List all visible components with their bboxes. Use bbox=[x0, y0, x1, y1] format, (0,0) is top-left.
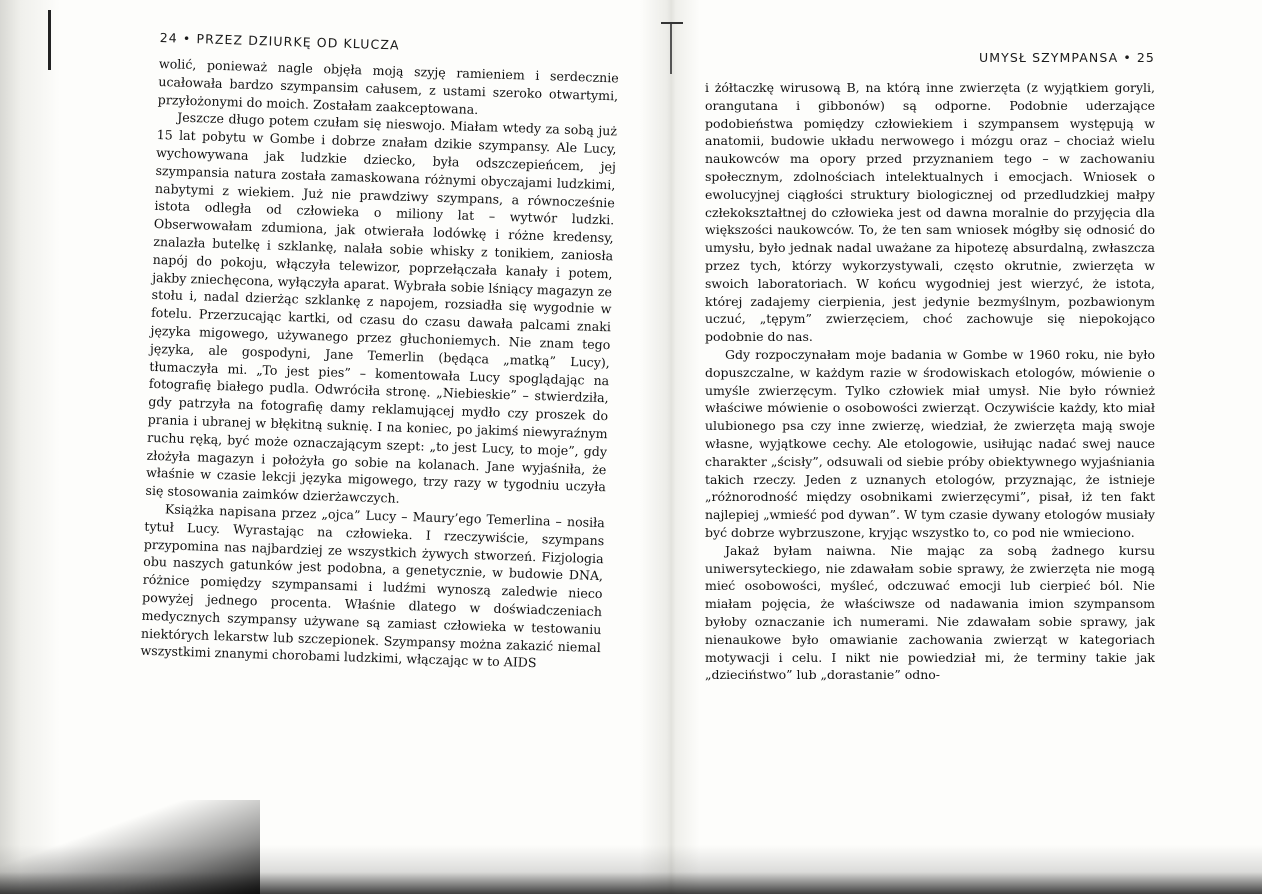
page-edge-shadow bbox=[0, 0, 60, 894]
paragraph: i żółtaczkę wirusową B, na którą inne zwierzęta (z wyjątkiem goryli, orangutana i gibbonów) są odporne. Podobnie uderzające podobieństwa pomiędzy człowiekiem i szympansem występują w anatomii, budowie układu nerwowego i mózgu oraz – chociaż wielu naukowców ma opory przed przyznaniem tego – w zachowaniu społecznym, zdolnościach intelektualnych i emocjach. Wniosek o ewolucyjnej ciągłości struktury biologicznej od przedludzkiej małpy człekokształtnej do człowieka jest od dawna moralnie do przyjęcia dla większości naukowców. To, że ten sam wniosek mógłby się odnosić do umysłu, było jednak nadal uważane za hipotezę absurdalną, zwłaszcza przez tych, którzy wykorzystywali, często okrutnie, zwierzęta w swoich laboratoriach. W końcu wygodniej jest wierzyć, że istota, której zadajemy cierpienia, jest jedynie bezmyślnym, pozbawionym uczuć, „tępym” zwierzęciem, choć zachowuje się niepokojąco podobnie do nas. bbox=[705, 80, 1155, 345]
left-running-head: 24 • PRZEZ DZIURKĘ OD KLUCZA bbox=[159, 30, 400, 53]
scan-corner-shadow bbox=[0, 800, 260, 894]
paragraph: Gdy rozpoczynałam moje badania w Gombe w 1960 roku, nie było dopuszczalne, w każdym razie w środowiskach etologów, mówienie o umyśle zwierzęcym. Tylko człowiek miał umysł. Nie było również właściwe mówienie o osobowości zwierząt. Oczywiście każdy, kto miał ulubionego psa czy inne zwierzę, wiedział, że zwierzęta mają swoje własne, wyjątkowe cechy. Ale etologowie, usiłując nadać swej nauce charakter „ścisły”, odsuwali od siebie próby obiektywnego wyjaśniania takich rzeczy. Jeden z uznanych etologów, przyznając, że istnieje „różnorodność między osobnikami zwierzęcymi”, pisał, iż ten fakt najlepiej „wmieść pod dywan”. W tym czasie dywany etologów musiały być dobrze wybrzuszone, kryjąc wszystko to, co pod nie wmieciono. bbox=[705, 346, 1155, 540]
right-running-head: UMYSŁ SZYMPANSA • 25 bbox=[978, 50, 1155, 65]
scan-artifact-mark bbox=[48, 10, 51, 70]
gutter-mark bbox=[661, 22, 683, 34]
left-page bbox=[136, 30, 620, 814]
right-page bbox=[705, 50, 1155, 820]
gutter-tick bbox=[670, 24, 672, 74]
paragraph: Jeszcze długo potem czułam się nieswojo. Miałam wtedy za sobą już 15 lat pobytu w Gombe i dobrze znałam dzikie szympansy. Ale Lucy, wychowywana jak ludzkie dziecko, była odszczepieńcem, jej szympansia natura została zamaskowana różnymi obyczajami ludzkimi, nabytymi z wiekiem. Już nie prawdziwy szympans, a równocześnie istota odległa od człowieka o miliony lat – wytwór ludzki. Obserwowałam zdumiona, jak otwierała lodówkę i różne kredensy, znalazła butelkę i szklankę, nalała sobie whisky z tonikiem, zaniosła napój do pokoju, włączyła telewizor, poprzełączała kanały i potem, jakby zniechęcona, wyłączyła aparat. Wybrała sobie lśniący magazyn ze stołu i, nadal dzierżąc szklankę z napojem, rozsiadła się wygodnie w fotelu. Przerzucając kartki, od czasu do czasu dawała palcami znaki języka migowego, używanego przez głuchoniemych. Nie znam tego języka, ale gospodyni, Jane Temerlin (będąca „matką” Lucy), tłumaczyła mi. „To jest pies” – komentowała Lucy spoglądając na fotografię białego pudla. Odwróciła stronę. „Niebieskie” – stwierdziła, gdy patrzyła na fotografię damy reklamującej mydło czy proszek do prania i ubranej w błękitną suknię. I na koniec, po jakimś niewyraźnym ruchu ręką, być może oznaczającym szept: „to jest Lucy, to moje”, gdy złożyła magazyn i położyła go sobie na kolanach. Jane wyjaśniła, że właśnie w czasie lekcji języka migowego, trzy razy w tygodniu uczyła się stosowania zaimków dzierżawczych. bbox=[145, 109, 618, 506]
paragraph: wolić, ponieważ nagle objęła moją szyję ramieniem i serdecznie ucałowała bardzo szympansim całusem, z ustami szeroko otwartymi, przyłożonymi do moich. Zostałam zaakceptowana. bbox=[157, 55, 619, 117]
book-gutter bbox=[640, 0, 700, 894]
paragraph: Jakaż byłam naiwna. Nie mając za sobą żadnego kursu uniwersyteckiego, nie zdawałam sobie sprawy, że zwierzęta nie mogą mieć osobowości, myśleć, odczuwać emocji lub cierpieć ból. Nie miałam pojęcia, że właściwsze od nadawania imion szympansom byłoby oznaczanie ich numerami. Nie zdawałam sobie sprawy, jak nienaukowe było omawianie zachowania zwierząt w kategoriach motywacji i celu. I nikt nie powiedział mi, że terminy takie jak „dzieciństwo” lub „dorastanie” odno- bbox=[705, 542, 1155, 683]
paragraph: Książka napisana przez „ojca” Lucy – Maury’ego Temerlina – nosiła tytuł Lucy. Wyrastając na człowieka. I rzeczywiście, szympans przypomina nas najbardziej ze wszystkich żywych stworzeń. Fizjologia obu naszych gatunków jest podobna, a genetycznie, w budowie DNA, różnice pomiędzy szympansami i ludźmi wynoszą zaledwie nieco powyżej jednego procenta. Właśnie dlatego w doświadczeniach medycznych szympansy używane są zamiast człowieka w testowaniu niektórych lekarstw lub szczepionek. Szympansy można zakazić niemal wszystkimi znanymi chorobami ludzkimi, włączając w to AIDS bbox=[140, 501, 605, 671]
right-page-text bbox=[705, 79, 1155, 684]
left-page-text bbox=[140, 55, 619, 674]
